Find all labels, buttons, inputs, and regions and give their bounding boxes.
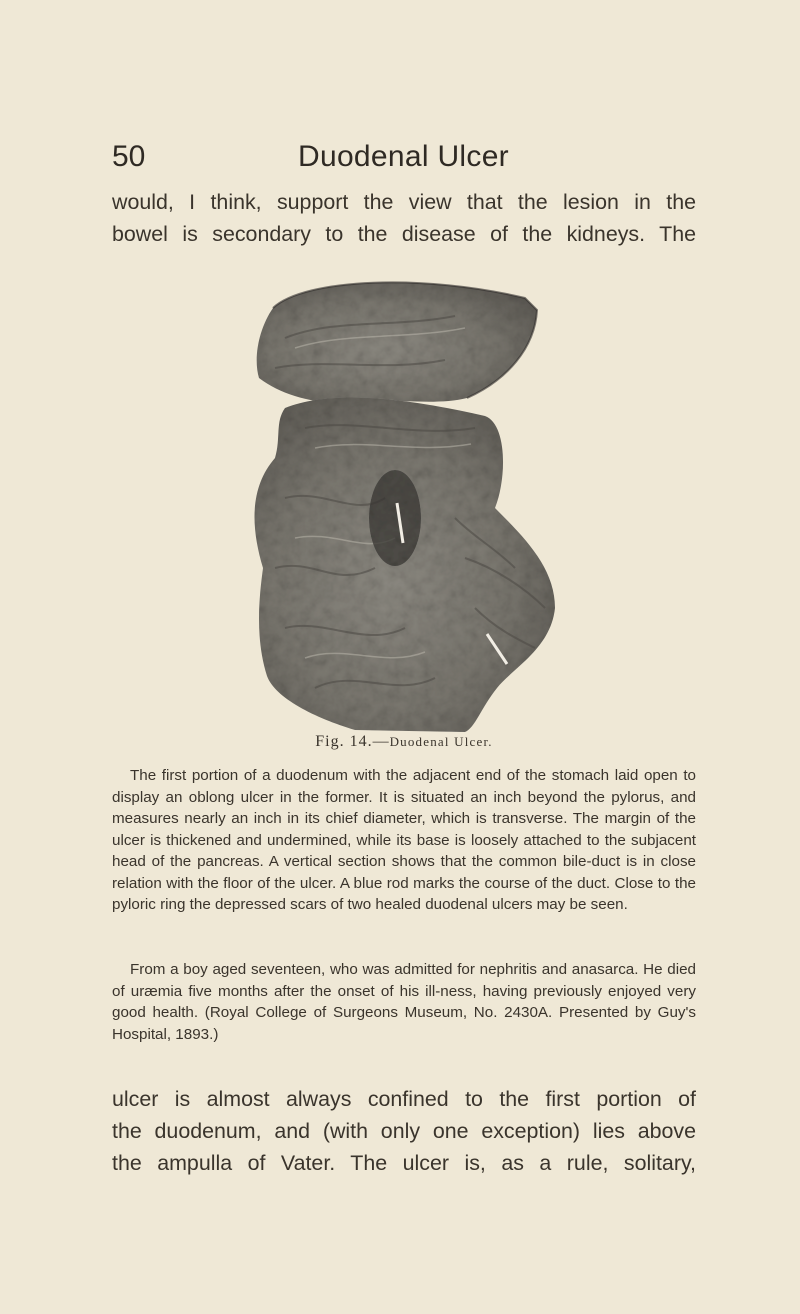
figure-provenance bbox=[112, 959, 696, 1045]
figure-title-text: Duodenal Ulcer. bbox=[389, 734, 493, 749]
figure-title bbox=[112, 733, 696, 751]
caption-paragraph: The first portion of a duodenum with the adjacent end of the stomach laid open to display an oblong ulcer in the former. It is situated an inch beyond the pylorus, and measures nearly an inch in its chief diameter, which is transverse. The margin of the ulcer is thickened and undermined, while its base is loosely attached to the subjacent head of the pancreas. A vertical section shows that the common bile-duct is in close relation with the floor of the ulcer. A blue rod marks the course of the duct. Close to the pyloric ring the depressed scars of two healed duodenal ulcers may be seen. bbox=[112, 767, 696, 913]
figure-caption bbox=[112, 765, 696, 916]
figure-label: Fig. 14.— bbox=[315, 733, 390, 750]
caption-paragraph: From a boy aged seventeen, who was admitted for nephritis and anasarca. He died of uræmia five months after the onset of his ill-ness, having previously enjoyed very good health. (Royal College of Surgeons Museum, No. 2430A. Presented by Guy's Hospital, 1893.) bbox=[112, 961, 696, 1043]
text-line: ulcer is almost always confined to the first portion of bbox=[112, 1087, 696, 1111]
text-line: the duodenum, and (with only one exception) lies above bbox=[112, 1119, 696, 1143]
text-line: the ampulla of Vater. The ulcer is, as a rule, solitary, bbox=[112, 1151, 696, 1175]
page-header bbox=[112, 140, 695, 180]
text-line: would, I think, support the view that the lesion in the bbox=[112, 190, 696, 214]
text-line: bowel is secondary to the disease of the kidneys. The bbox=[112, 222, 696, 246]
body-text-top bbox=[112, 186, 696, 250]
page-number: 50 bbox=[112, 140, 146, 173]
specimen-photograph bbox=[245, 268, 565, 736]
running-title: Duodenal Ulcer bbox=[298, 140, 509, 173]
body-text-bottom bbox=[112, 1083, 696, 1179]
